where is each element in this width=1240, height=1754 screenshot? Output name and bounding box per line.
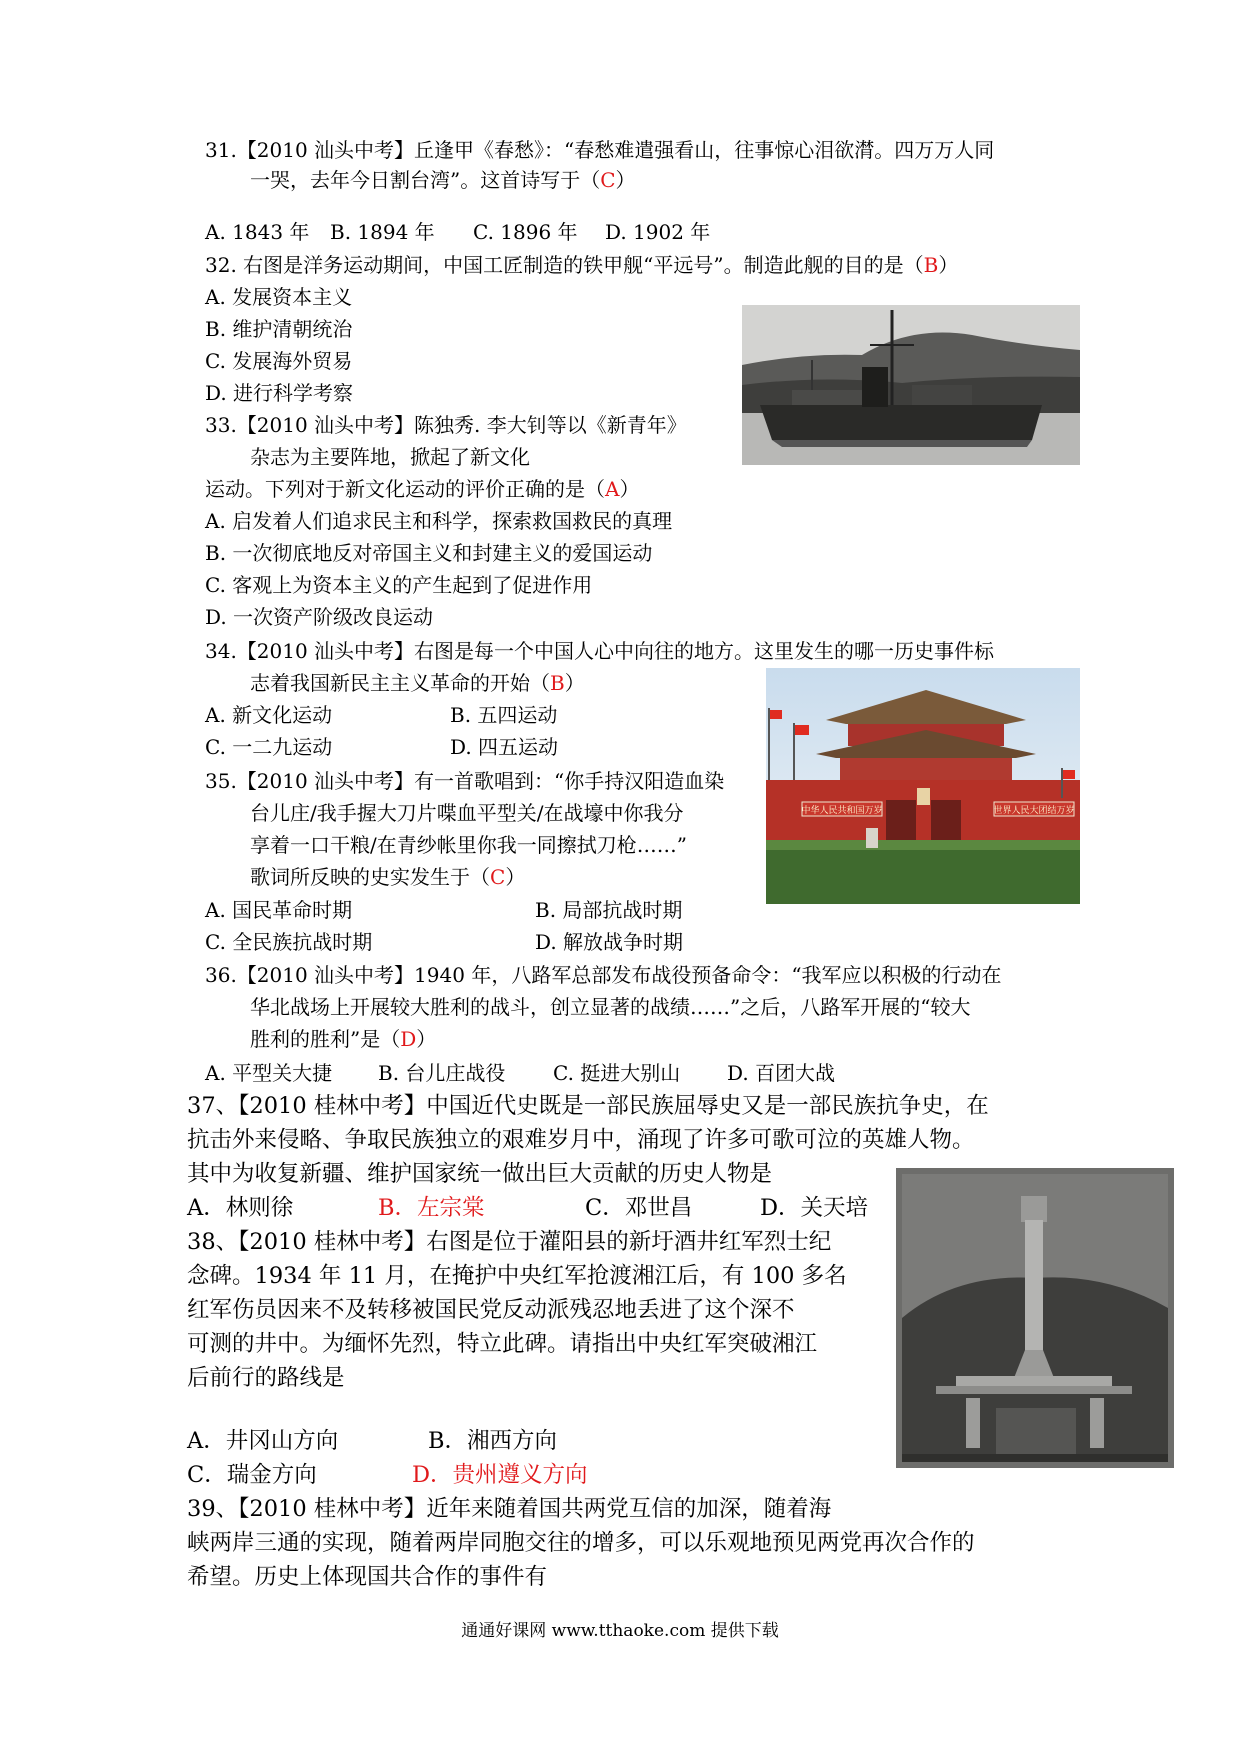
q38-line3: 红军伤员因来不及转移被国民党反动派残忍地丢进了这个深不 bbox=[187, 1297, 795, 1323]
q32-option-d: D. 进行科学考察 bbox=[205, 381, 354, 405]
q36-line3: 胜利的胜利”是（D） bbox=[250, 1027, 437, 1051]
q35-option-a: A. 国民革命时期 bbox=[205, 898, 353, 922]
tiananmen-photo bbox=[766, 668, 1080, 904]
q38-line1: 38、【2010 桂林中考】右图是位于灌阳县的新圩酒井红军烈士纪 bbox=[187, 1229, 832, 1255]
q38-option-b: B．湘西方向 bbox=[428, 1428, 558, 1454]
q32-option-b: B. 维护清朝统治 bbox=[205, 317, 353, 341]
q39-line3: 希望。历史上体现国共合作的事件有 bbox=[187, 1564, 548, 1590]
q35-option-c: C. 全民族抗战时期 bbox=[205, 930, 373, 954]
q31-answer: C bbox=[600, 168, 616, 192]
q32-option-a: A. 发展资本主义 bbox=[205, 285, 353, 309]
q33-answer: A bbox=[605, 477, 620, 501]
q33-option-a: A. 启发着人们追求民主和科学，探索救国救民的真理 bbox=[205, 509, 673, 533]
q31-option-a: A. 1843 年 bbox=[205, 220, 310, 244]
page-footer: 通通好课网 www.tthaoke.com 提供下载 bbox=[461, 1621, 779, 1641]
q35-line2: 台儿庄/我手握大刀片喋血平型关/在战壕中你我分 bbox=[250, 801, 684, 825]
q38-line5: 后前行的路线是 bbox=[187, 1365, 345, 1391]
q36-option-c: C. 挺进大别山 bbox=[553, 1061, 681, 1085]
q35-line1: 35.【2010 汕头中考】有一首歌唱到：“你手持汉阳造血染 bbox=[205, 769, 725, 793]
q37-line1: 37、【2010 桂林中考】中国近代史既是一部民族屈辱史又是一部民族抗争史，在 bbox=[187, 1093, 989, 1119]
q31-line2: 一哭，去年今日割台湾”。这首诗写于（C） bbox=[250, 168, 636, 192]
q37-option-d: D．关天培 bbox=[760, 1195, 869, 1221]
q31-option-b: B. 1894 年 bbox=[330, 220, 435, 244]
q33-option-c: C. 客观上为资本主义的产生起到了促进作用 bbox=[205, 573, 593, 597]
q34-option-b: B. 五四运动 bbox=[450, 703, 558, 727]
q34-option-c: C. 一二九运动 bbox=[205, 735, 333, 759]
q33-option-b: B. 一次彻底地反对帝国主义和封建主义的爱国运动 bbox=[205, 541, 653, 565]
q31-line1: 31.【2010 汕头中考】丘逢甲《春愁》：“春愁难遣强看山，往事惊心泪欲潸。四万万人同 bbox=[205, 138, 995, 162]
q35-answer: C bbox=[490, 865, 506, 889]
q39-line2: 峡两岸三通的实现，随着两岸同胞交往的增多，可以乐观地预见两党再次合作的 bbox=[187, 1530, 975, 1556]
q36-option-a: A. 平型关大捷 bbox=[205, 1061, 333, 1085]
q34-answer: B bbox=[550, 671, 565, 695]
q39-line1: 39、【2010 桂林中考】近年来随着国共两党互信的加深，随着海 bbox=[187, 1496, 832, 1522]
q31-option-d: D. 1902 年 bbox=[605, 220, 711, 244]
photo-banner-right: 世界人民大团结万岁 bbox=[993, 806, 1075, 816]
q31-option-c: C. 1896 年 bbox=[473, 220, 578, 244]
q32-stem: 32. 右图是洋务运动期间，中国工匠制造的铁甲舰“平远号”。制造此舰的目的是（B） bbox=[205, 253, 959, 277]
monument-photo bbox=[896, 1168, 1174, 1468]
q36-line1: 36.【2010 汕头中考】1940 年，八路军总部发布战役预备命令：“我军应以积极的行动在 bbox=[205, 963, 1002, 987]
q38-option-a: A．井冈山方向 bbox=[187, 1428, 339, 1454]
q35-line3: 享着一口干粮/在青纱帐里你我一同擦拭刀枪……” bbox=[250, 833, 687, 857]
q35-option-d: D. 解放战争时期 bbox=[535, 930, 684, 954]
q36-line2: 华北战场上开展较大胜利的战斗，创立显著的战绩……”之后，八路军开展的“较大 bbox=[250, 995, 971, 1019]
q37-line3: 其中为收复新疆、维护国家统一做出巨大贡献的历史人物是 bbox=[187, 1161, 773, 1187]
ironclad-ship-photo bbox=[742, 305, 1080, 465]
q37-option-b: B．左宗棠 bbox=[378, 1195, 485, 1221]
q38-option-d: D．贵州遵义方向 bbox=[412, 1462, 588, 1488]
q35-line4: 歌词所反映的史实发生于（C） bbox=[250, 865, 526, 889]
q38-line2: 念碑。1934 年 11 月，在掩护中央红军抢渡湘江后，有 100 多名 bbox=[187, 1263, 847, 1289]
q34-option-a: A. 新文化运动 bbox=[205, 703, 333, 727]
q33-line1: 33.【2010 汕头中考】陈独秀. 李大钊等以《新青年》 bbox=[205, 413, 687, 437]
q34-line1: 34.【2010 汕头中考】右图是每一个中国人心中向往的地方。这里发生的哪一历史事件标 bbox=[205, 639, 995, 663]
q32-answer: B bbox=[923, 253, 939, 277]
q34-line2: 志着我国新民主主义革命的开始（B） bbox=[250, 671, 585, 695]
q33-option-d: D. 一次资产阶级改良运动 bbox=[205, 605, 434, 629]
q36-answer: D bbox=[400, 1027, 417, 1051]
q38-option-c: C．瑞金方向 bbox=[187, 1462, 317, 1488]
photo-banner-left: 中华人民共和国万岁 bbox=[801, 806, 883, 816]
q37-line2: 抗击外来侵略、争取民族独立的艰难岁月中，涌现了许多可歌可泣的英雄人物。 bbox=[187, 1127, 975, 1153]
q35-option-b: B. 局部抗战时期 bbox=[535, 898, 683, 922]
q33-line3: 运动。下列对于新文化运动的评价正确的是（A） bbox=[205, 477, 640, 501]
q33-line2: 杂志为主要阵地，掀起了新文化 bbox=[250, 445, 530, 469]
q37-option-a: A．林则徐 bbox=[187, 1195, 294, 1221]
q38-line4: 可测的井中。为缅怀先烈，特立此碑。请指出中央红军突破湘江 bbox=[187, 1331, 818, 1357]
q34-option-d: D. 四五运动 bbox=[450, 735, 559, 759]
q36-option-b: B. 台儿庄战役 bbox=[378, 1061, 506, 1085]
q32-option-c: C. 发展海外贸易 bbox=[205, 349, 353, 373]
q37-option-c: C．邓世昌 bbox=[585, 1195, 693, 1221]
q36-option-d: D. 百团大战 bbox=[727, 1061, 836, 1085]
